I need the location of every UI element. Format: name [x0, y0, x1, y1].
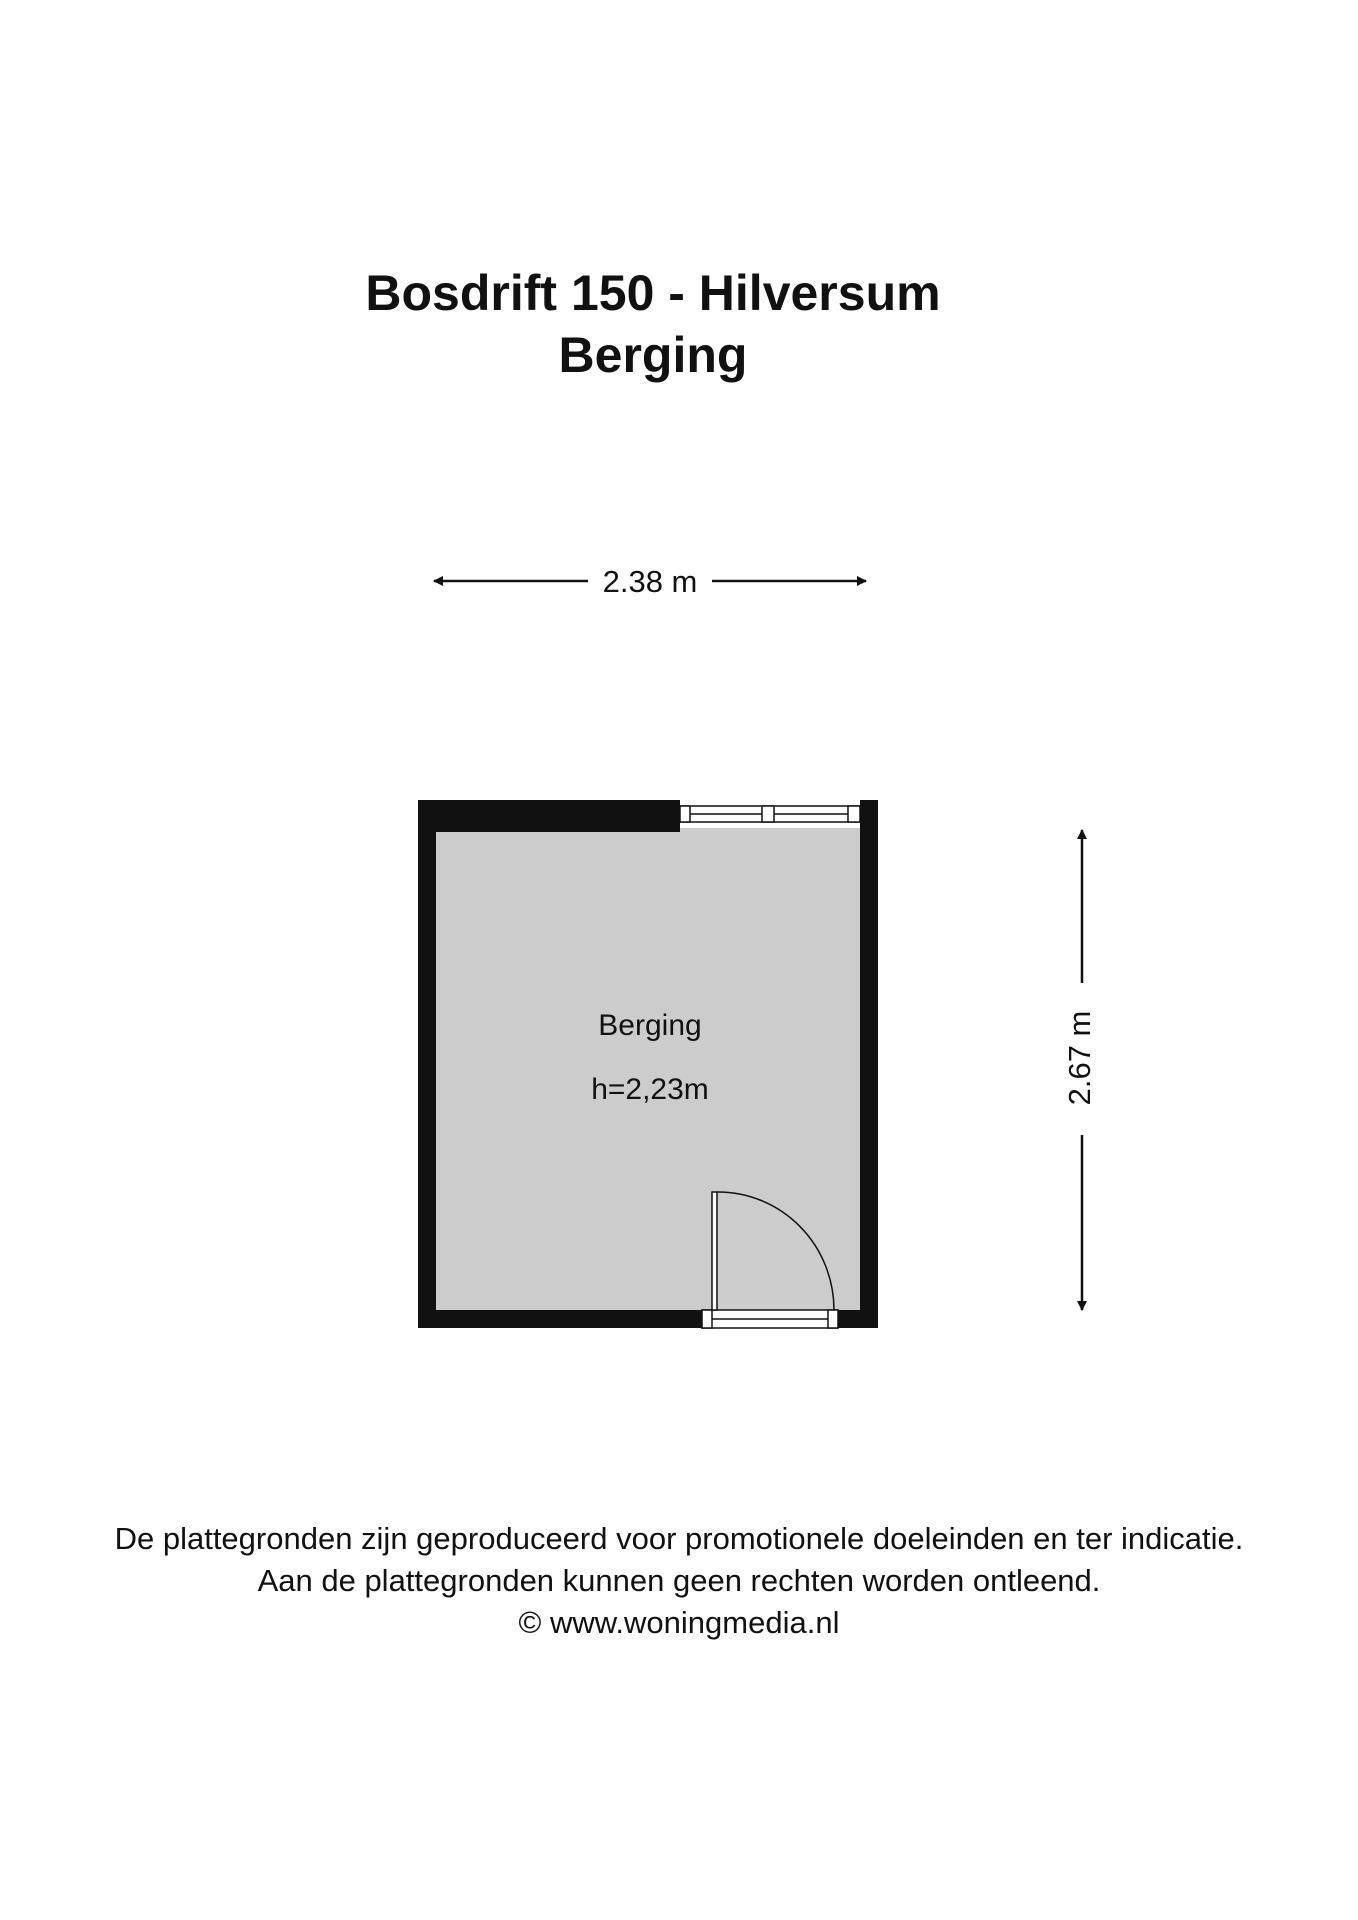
door-jamb-right — [828, 1310, 838, 1328]
property-address: Bosdrift 150 - Hilversum — [365, 265, 941, 321]
width-dimension — [434, 564, 866, 599]
room-height-label: h=2,23m — [591, 1073, 709, 1106]
window-mullion-left — [680, 806, 690, 822]
window-mullion-right — [848, 806, 860, 822]
disclaimer — [0, 1518, 1358, 1644]
wall-top-left — [418, 800, 680, 832]
wall-bottom-right — [838, 1310, 878, 1328]
door-leaf — [712, 1192, 717, 1310]
wall-bottom-left — [418, 1310, 702, 1328]
room-name-label: Berging — [598, 1009, 702, 1042]
room-floor — [434, 828, 860, 1310]
width-dimension-label: 2.38 m — [602, 564, 698, 599]
floor-name: Berging — [558, 327, 748, 383]
window — [680, 806, 860, 822]
door-jamb-left — [702, 1310, 712, 1328]
depth-dimension-label: 2.67 m — [1062, 1010, 1098, 1106]
copyright-line: © www.woningmedia.nl — [518, 1605, 840, 1640]
disclaimer-line-1: De plattegronden zijn geproduceerd voor promotionele doeleinden en ter indicatie. — [114, 1521, 1244, 1556]
depth-dimension — [1062, 830, 1097, 1310]
wall-right — [860, 800, 878, 1328]
window-mullion-center — [762, 806, 774, 822]
wall-left — [418, 800, 436, 1328]
disclaimer-line-2: Aan de plattegronden kunnen geen rechten worden ontleend. — [257, 1563, 1101, 1598]
